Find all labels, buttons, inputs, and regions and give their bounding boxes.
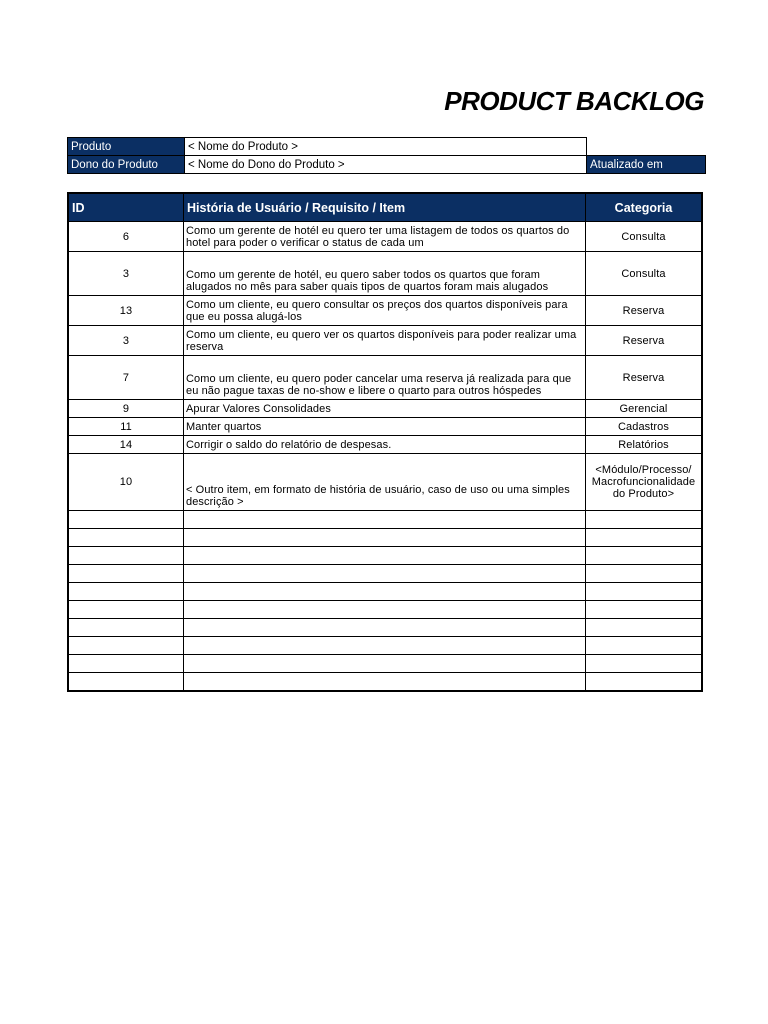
- row-story[interactable]: Como um cliente, eu quero poder cancelar uma reserva já realizada para que eu não pague taxas de no-show e libere o quarto para outros hóspedes: [184, 356, 586, 400]
- row-category[interactable]: Reserva: [586, 296, 703, 326]
- empty-row: [68, 673, 702, 692]
- empty-cell[interactable]: [68, 601, 184, 619]
- row-category[interactable]: Consulta: [586, 252, 703, 296]
- row-story[interactable]: Como um gerente de hotél eu quero ter uma listagem de todos os quartos do hotel para poder o verificar o status de cada um: [184, 222, 586, 252]
- empty-cell[interactable]: [184, 565, 586, 583]
- blank-cell: [587, 138, 706, 156]
- empty-cell[interactable]: [184, 673, 586, 692]
- owner-label: Dono do Produto: [68, 156, 185, 174]
- empty-cell[interactable]: [586, 511, 703, 529]
- empty-row: [68, 601, 702, 619]
- header-story: História de Usuário / Requisito / Item: [184, 193, 586, 222]
- owner-row: [68, 156, 706, 174]
- empty-cell[interactable]: [184, 511, 586, 529]
- empty-row: [68, 619, 702, 637]
- empty-cell[interactable]: [586, 673, 703, 692]
- row-id[interactable]: 9: [68, 400, 184, 418]
- table-row: [68, 326, 702, 356]
- empty-cell[interactable]: [68, 619, 184, 637]
- row-id[interactable]: 13: [68, 296, 184, 326]
- empty-row: [68, 547, 702, 565]
- empty-cell[interactable]: [68, 511, 184, 529]
- table-row: [68, 400, 702, 418]
- empty-cell[interactable]: [184, 547, 586, 565]
- row-id[interactable]: 6: [68, 222, 184, 252]
- row-id[interactable]: 7: [68, 356, 184, 400]
- product-info-table: [67, 137, 706, 174]
- empty-cell[interactable]: [68, 637, 184, 655]
- product-value[interactable]: < Nome do Produto >: [185, 138, 587, 156]
- row-id[interactable]: 3: [68, 252, 184, 296]
- product-row: [68, 138, 706, 156]
- empty-cell[interactable]: [586, 547, 703, 565]
- product-label: Produto: [68, 138, 185, 156]
- table-row: [68, 454, 702, 511]
- header-id: ID: [68, 193, 184, 222]
- table-row: [68, 436, 702, 454]
- row-story[interactable]: Corrigir o saldo do relatório de despesas.: [184, 436, 586, 454]
- empty-cell[interactable]: [184, 601, 586, 619]
- backlog-table: [67, 192, 703, 692]
- table-row: [68, 222, 702, 252]
- row-category[interactable]: Gerencial: [586, 400, 703, 418]
- row-id[interactable]: 10: [68, 454, 184, 511]
- table-row: [68, 418, 702, 436]
- row-id[interactable]: 11: [68, 418, 184, 436]
- empty-cell[interactable]: [68, 583, 184, 601]
- empty-row: [68, 511, 702, 529]
- row-story[interactable]: Apurar Valores Consolidades: [184, 400, 586, 418]
- empty-cell[interactable]: [68, 529, 184, 547]
- empty-row: [68, 565, 702, 583]
- updated-label: Atualizado em: [587, 156, 706, 174]
- row-category[interactable]: Relatórios: [586, 436, 703, 454]
- empty-cell[interactable]: [586, 601, 703, 619]
- empty-row: [68, 655, 702, 673]
- empty-row: [68, 637, 702, 655]
- empty-row: [68, 529, 702, 547]
- empty-cell[interactable]: [184, 655, 586, 673]
- row-story[interactable]: < Outro item, em formato de história de usuário, caso de uso ou uma simples descrição >: [184, 454, 586, 511]
- empty-cell[interactable]: [184, 529, 586, 547]
- table-row: [68, 296, 702, 326]
- row-category[interactable]: <Módulo/Processo/ Macrofuncionalidade do Produto>: [586, 454, 703, 511]
- row-story[interactable]: Como um gerente de hotél, eu quero saber todos os quartos que foram alugados no mês para saber quais tipos de quartos foram mais alugados: [184, 252, 586, 296]
- row-story[interactable]: Como um cliente, eu quero ver os quartos disponíveis para poder realizar uma reserva: [184, 326, 586, 356]
- empty-cell[interactable]: [184, 619, 586, 637]
- empty-cell[interactable]: [586, 529, 703, 547]
- empty-cell[interactable]: [586, 655, 703, 673]
- table-row: [68, 252, 702, 296]
- row-id[interactable]: 3: [68, 326, 184, 356]
- row-id[interactable]: 14: [68, 436, 184, 454]
- empty-row: [68, 583, 702, 601]
- row-category[interactable]: Reserva: [586, 356, 703, 400]
- empty-cell[interactable]: [68, 655, 184, 673]
- empty-cell[interactable]: [184, 583, 586, 601]
- empty-cell[interactable]: [68, 565, 184, 583]
- row-category[interactable]: Cadastros: [586, 418, 703, 436]
- row-category[interactable]: Consulta: [586, 222, 703, 252]
- empty-cell[interactable]: [68, 547, 184, 565]
- empty-cell[interactable]: [586, 583, 703, 601]
- empty-cell[interactable]: [184, 637, 586, 655]
- empty-cell[interactable]: [586, 619, 703, 637]
- owner-value[interactable]: < Nome do Dono do Produto >: [185, 156, 587, 174]
- empty-cell[interactable]: [586, 565, 703, 583]
- empty-cell[interactable]: [586, 637, 703, 655]
- table-row: [68, 356, 702, 400]
- header-row: [68, 193, 702, 222]
- empty-cell[interactable]: [68, 673, 184, 692]
- row-category[interactable]: Reserva: [586, 326, 703, 356]
- header-category: Categoria: [586, 193, 703, 222]
- row-story[interactable]: Como um cliente, eu quero consultar os preços dos quartos disponíveis para que eu possa alugá-los: [184, 296, 586, 326]
- page-title: PRODUCT BACKLOG: [444, 86, 704, 116]
- row-story[interactable]: Manter quartos: [184, 418, 586, 436]
